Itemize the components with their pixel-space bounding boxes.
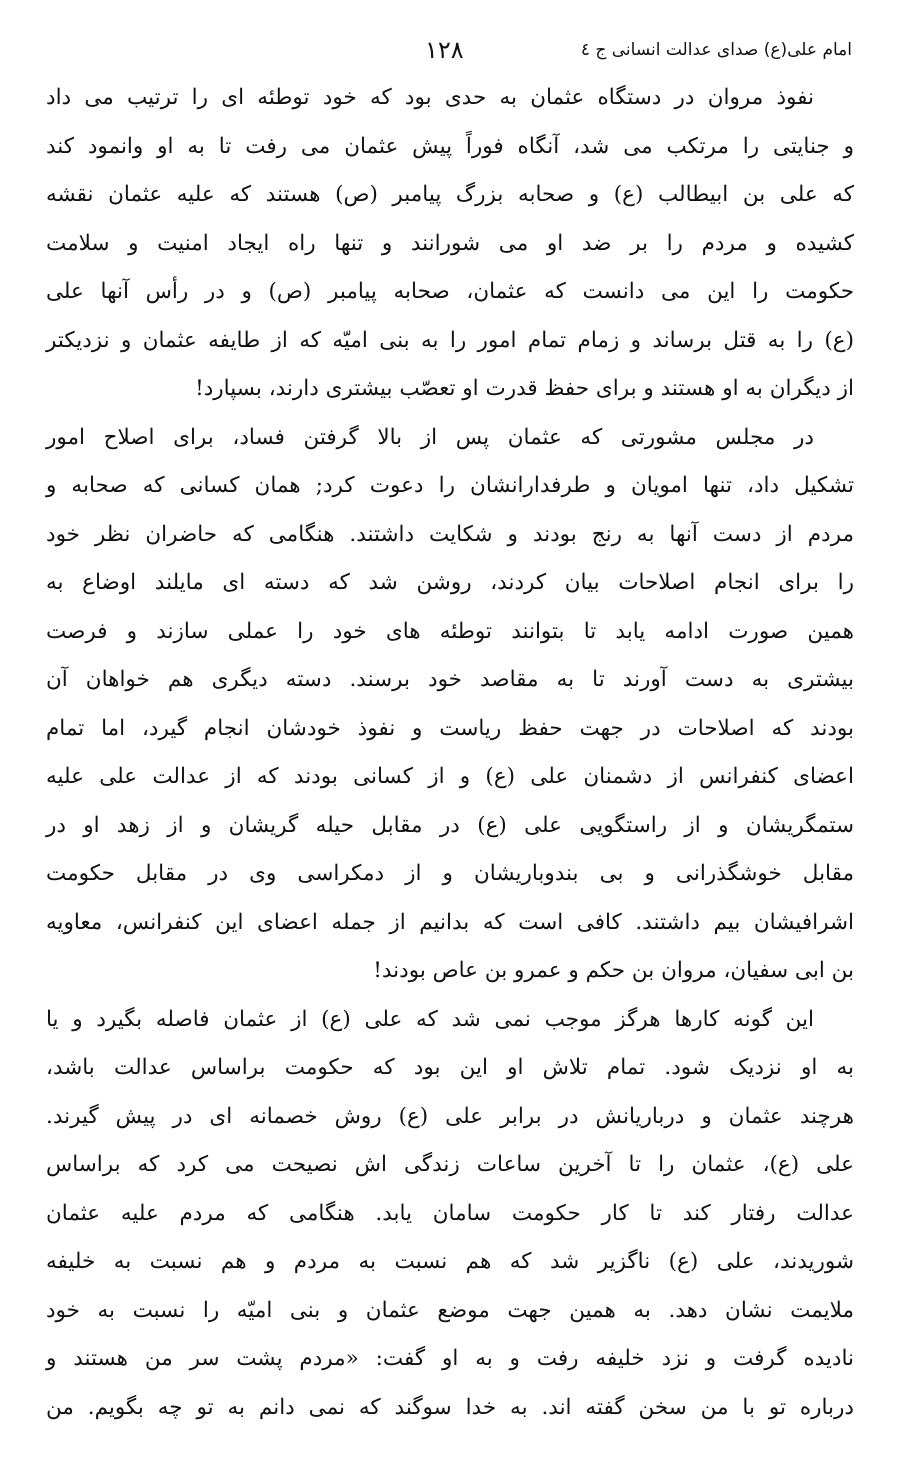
running-header (40, 36, 860, 70)
text-line: شوریدند، علی (ع) ناگزیر شد که هم نسبت به مردم و هم نسبت به خلیفه (45, 1249, 854, 1274)
text-line: نادیده گرفت و نزد خلیفه رفت و به او گفت: «مردم پشت سر من هستند و (46, 1346, 854, 1371)
text-line: مقابل خوشگذرانی و بی بندوباریشان و از دمکراسی وی در مقابل حکومت (45, 861, 854, 886)
text-line: نفوذ مروان در دستگاه عثمان به حدی بود که خود توطئه ای را ترتیب می داد (46, 85, 814, 110)
text-line: که علی بن ابیطالب (ع) و صحابه بزرگ پیامبر (ص) هستند که علیه عثمان نقشه (45, 182, 854, 207)
page-number: ١٢٨ (425, 36, 464, 64)
book-title-header: امام علی(ع) صدای عدالت انسانی ج ٤ (580, 40, 852, 60)
text-line: بیشتری به دست آورند تا به مقاصد خود برسند. دسته دیگری هم خواهان آن (45, 667, 854, 692)
text-line: و جنایتی را مرتکب می شد، آنگاه فوراً پیش عثمان می رفت تا به او وانمود کند (45, 133, 854, 159)
text-line: ستمگریشان و از راستگویی علی (ع) در مقابل حیله گریشان و از زهد او در (45, 812, 854, 838)
text-line: به او نزدیک شود. تمام تلاش او این بود که حکومت براساس عدالت باشد، (46, 1055, 854, 1080)
text-line: ملایمت نشان دهد. به همین جهت موضع عثمان و بنی امیّه را نسبت به خود (45, 1297, 854, 1323)
text-line: اعضای کنفرانس از دشمنان علی (ع) و از کسانی بودند که از عدالت علی علیه (46, 764, 854, 789)
body-text (46, 74, 854, 1432)
text-line: اشرافیشان بیم داشتند. کافی است که بدانیم از جمله اعضای این کنفرانس، معاویه (45, 909, 854, 935)
text-line: در مجلس مشورتی که عثمان پس از بالا گرفتن فساد، برای اصلاح امور (46, 424, 814, 450)
text-line: علی (ع)، عثمان را تا آخرین ساعات زندگی اش نصیحت می کرد که براساس (46, 1152, 854, 1177)
text-line: همین صورت ادامه یابد تا بتوانند توطئه های خود را عملی سازند و فرصت (45, 618, 854, 644)
text-line: این گونه کارها هرگز موجب نمی شد که علی (ع) از عثمان فاصله بگیرد و یا (45, 1006, 814, 1032)
text-line: بن ابی سفیان، مروان بن حکم و عمرو بن عاص بودند! (373, 958, 854, 983)
text-line: از دیگران به او هستند و برای حفظ قدرت او تعصّب بیشتری دارند، بسپارد! (195, 376, 854, 401)
text-line: (ع) را به قتل برساند و زمام تمام امور را به بنی امیّه که از طایفه عثمان و نزدیکتر (45, 327, 854, 353)
text-line: هرچند عثمان و درباریانش در برابر علی (ع) روش خصمانه ای در پیش گیرند. (46, 1103, 854, 1129)
text-line: مردم از دست آنها به رنج بودند و شکایت داشتند. هنگامی که حاضران نظر خود (46, 521, 854, 547)
text-line: حکومت را این می دانست که عثمان، صحابه پیامبر (ص) و در رأس آنها علی (45, 279, 854, 304)
text-line: تشکیل داد، تنها امویان و طرفدارانشان را دعوت کرد; همان کسانی که صحابه و (45, 473, 854, 498)
text-line: بودند که اصلاحات در جهت حفظ ریاست و نفوذ خودشان انجام گیرد، اما تمام (46, 715, 854, 741)
text-line: درباره تو با من سخن گفته اند. به خدا سوگند که نمی دانم به تو چه بگویم. من (45, 1394, 854, 1420)
text-line: را برای انجام اصلاحات بیان کردند، روشن شد که دسته ای مایلند اوضاع به (46, 570, 854, 595)
text-line: عدالت رفتار کند تا کار حکومت سامان یابد. هنگامی که مردم علیه عثمان (46, 1200, 854, 1226)
text-line: کشیده و مردم را بر ضد او می شورانند و تنها راه ایجاد امنیت و سلامت (45, 230, 854, 256)
